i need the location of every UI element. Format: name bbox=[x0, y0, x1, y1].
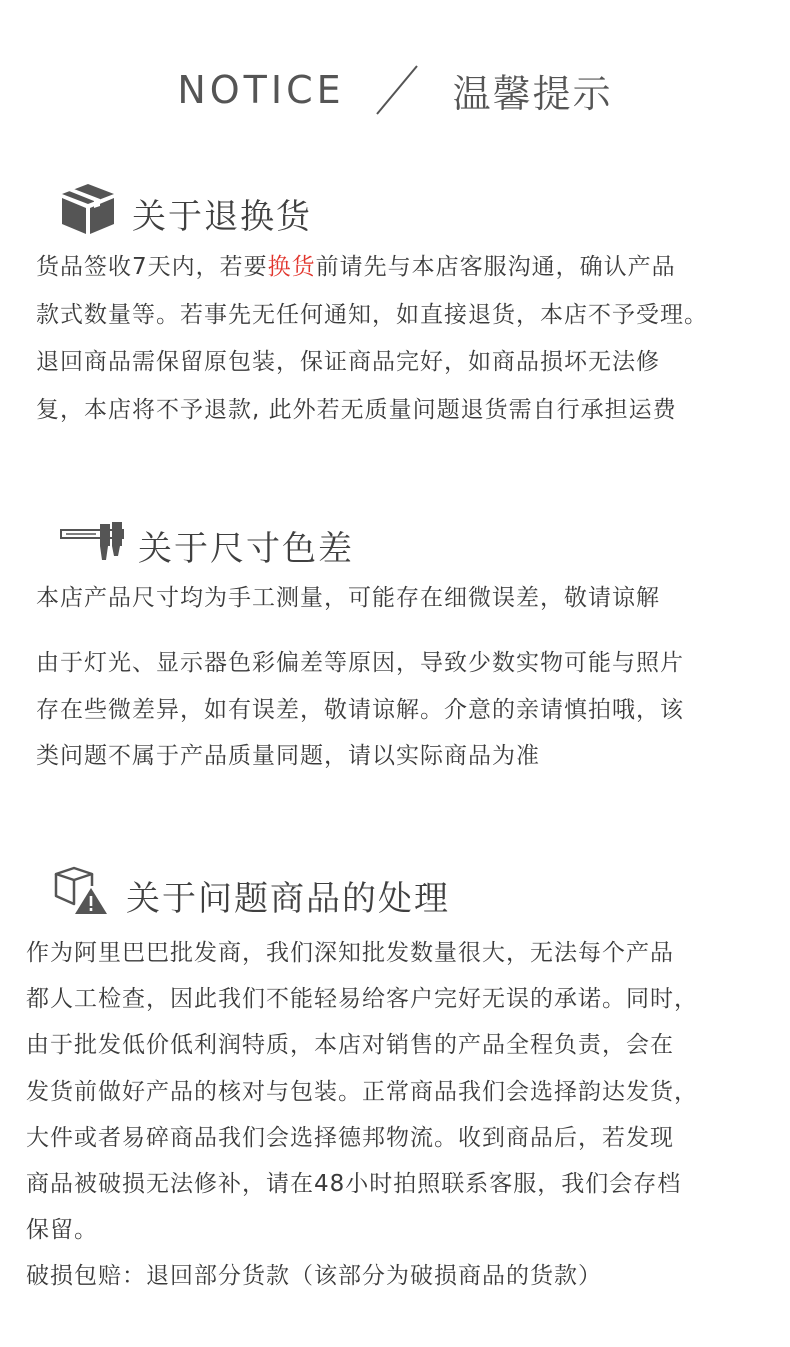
returns-highlight: 换货 bbox=[267, 254, 316, 280]
caliper-icon bbox=[60, 520, 124, 571]
section-title-problem bbox=[54, 866, 450, 925]
header-title-en: NOTICE bbox=[177, 68, 345, 112]
slash-divider bbox=[367, 62, 427, 118]
box-icon bbox=[60, 182, 116, 245]
size-paragraph: 由于灯光、显示器色彩偏差等原因，导致少数实物可能与照片 存在些微差异，如有误差，敬请谅解。介意的亲请慎拍哦，该 类问题不属于产品质量同题，请以实际商品为准 bbox=[36, 650, 684, 769]
damage-claim-text: 破损包赔：退回部分货款（该部分为破损商品的货款） bbox=[26, 1263, 602, 1290]
problem-text: 作为阿里巴巴批发商，我们深知批发数量很大，无法每个产品 都人工检查，因此我们不能轻易给客户完好无误的承诺。同时， 由于批发低价低利润特质，本店对销售的产品全程负责，会在 发货前做好产品的核对与包装。正常商品我们会选择韵达发货， 大件或者易碎商品我们会选择德邦物流。收到商品后，若发现 商品被破损无法修补，请在48小时拍照联系客服，我们会存档 保留。 bbox=[26, 940, 698, 1244]
section-title-problem-text: 关于问题商品的处理 bbox=[126, 879, 450, 919]
section-title-size bbox=[60, 520, 354, 571]
page-header bbox=[0, 58, 790, 122]
returns-paragraph bbox=[36, 244, 786, 435]
section-title-returns-text: 关于退换货 bbox=[132, 197, 312, 237]
broken-package-icon bbox=[54, 866, 108, 925]
returns-text-end: 前请先与本店客服沟通，确认产品 款式数量等。若事先无任何通知，如直接退货，本店不予受理。 退回商品需保留原包装，保证商品完好，如商品损坏无法修 复，本店将不予退款, 此外若无质量问题退货需自行承担运费 bbox=[36, 254, 708, 424]
size-line1: 本店产品尺寸均为手工测量，可能存在细微误差，敬请谅解 bbox=[36, 585, 660, 611]
problem-paragraph bbox=[26, 930, 786, 1300]
section-title-returns bbox=[60, 182, 312, 245]
returns-text-start: 货品签收7天内，若要 bbox=[36, 254, 268, 280]
header-title-cn: 温馨提示 bbox=[452, 71, 613, 116]
section-title-size-text: 关于尺寸色差 bbox=[138, 529, 354, 569]
